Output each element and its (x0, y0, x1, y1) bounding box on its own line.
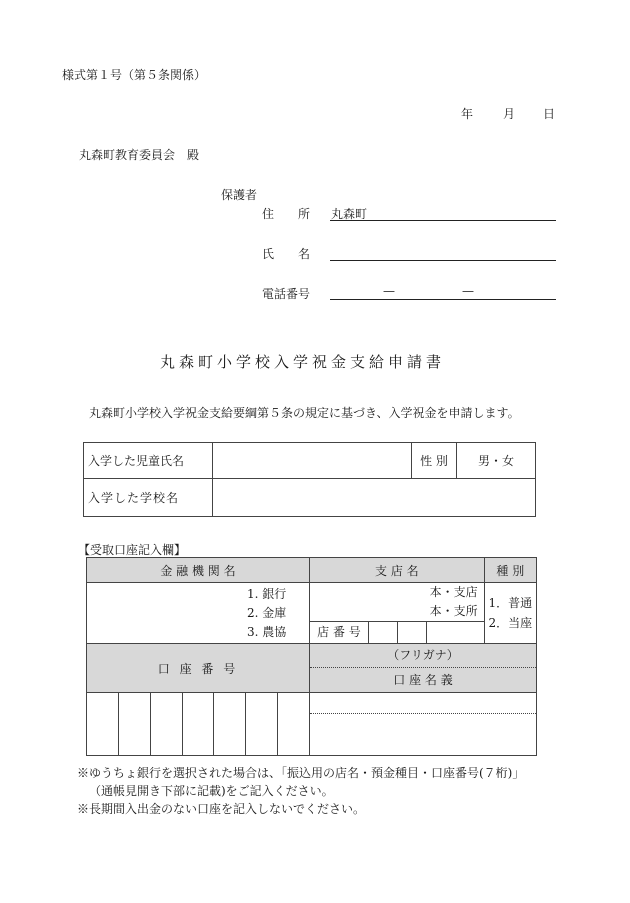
account-holder-header (310, 644, 537, 693)
bank-option-3[interactable]: 3. 農協 (247, 625, 287, 639)
branch-number-digit-2[interactable] (398, 622, 427, 643)
type-header: 種 別 (484, 558, 536, 583)
name-underline[interactable] (330, 260, 556, 261)
bank-option-1[interactable]: 1. 銀行 (247, 587, 287, 601)
date-month-label: 月 (503, 107, 516, 121)
bank-header: 金 融 機 関 名 (87, 558, 310, 583)
address-label: 住 所 (262, 207, 311, 221)
account-digit-3[interactable] (151, 693, 183, 755)
bank-name-field[interactable] (87, 583, 248, 644)
branch-option-1[interactable]: 本・支店 (429, 585, 478, 599)
account-digit-1[interactable] (87, 693, 119, 755)
account-digit-2[interactable] (119, 693, 151, 755)
date-day-label: 日 (543, 107, 556, 121)
branch-number-label: 店 番 号 (310, 622, 369, 643)
school-name-label: 入学した学校名 (84, 479, 213, 517)
name-label: 氏 名 (262, 247, 311, 261)
gender-label: 性 別 (412, 443, 457, 479)
account-digit-6[interactable] (246, 693, 278, 755)
account-number-digits[interactable] (87, 693, 310, 756)
address-value[interactable]: 丸森町 (331, 207, 368, 221)
form-title: 丸森町小学校入学祝金支給申請書 (160, 353, 446, 371)
phone-dash-1: — (383, 284, 395, 298)
child-name-field[interactable] (213, 443, 412, 479)
note-3: ※長期間入出金のない口座を記入しないでください。 (77, 802, 366, 816)
account-digit-4[interactable] (183, 693, 215, 755)
account-holder-label: 口 座 名 義 (393, 673, 453, 687)
account-digit-5[interactable] (214, 693, 246, 755)
furigana-label: （フリガナ） (310, 644, 536, 668)
account-holder-field[interactable] (310, 693, 537, 756)
note-1: ※ゆうちょ銀行を選択された場合は、「振込用の店名・預金種目・口座番号(７桁)」 (77, 766, 525, 780)
account-holder-name-field[interactable] (310, 714, 536, 755)
type-option-1[interactable]: 1．普通 (488, 596, 533, 610)
phone-dash-2: — (462, 284, 474, 298)
statement: 丸森町小学校入学祝金支給要綱第５条の規定に基づき、入学祝金を申請します。 (89, 406, 520, 420)
branch-header: 支 店 名 (310, 558, 485, 583)
branch-number-digit-3[interactable] (427, 622, 484, 643)
account-section-heading: 【受取口座記入欄】 (78, 543, 187, 557)
account-holder-furigana-field[interactable] (310, 693, 536, 714)
account-type-options[interactable] (484, 583, 536, 644)
phone-label: 電話番号 (262, 287, 311, 301)
date-year-label: 年 (461, 107, 474, 121)
account-number-label: 口 座 番 号 (87, 644, 310, 693)
addressee: 丸森町教育委員会 殿 (79, 148, 200, 162)
bank-type-options[interactable] (247, 583, 310, 644)
guardian-label: 保護者 (221, 188, 258, 202)
account-table (86, 557, 537, 756)
bank-option-2[interactable]: 2. 金庫 (247, 606, 287, 620)
form-number: 様式第１号（第５条関係） (62, 68, 207, 82)
branch-number-digit-1[interactable] (369, 622, 398, 643)
branch-option-2[interactable]: 本・支所 (429, 604, 478, 618)
phone-underline[interactable] (330, 299, 556, 300)
type-option-2[interactable]: 2．当座 (488, 616, 533, 630)
child-info-table (83, 442, 536, 517)
branch-cell[interactable] (310, 583, 485, 644)
account-digit-7[interactable] (278, 693, 309, 755)
gender-options[interactable]: 男・女 (457, 443, 536, 479)
note-2: （通帳見開き下部に記載)をご記入ください。 (89, 784, 334, 798)
child-name-label: 入学した児童氏名 (84, 443, 213, 479)
school-name-field[interactable] (213, 479, 536, 517)
address-underline (330, 220, 556, 221)
